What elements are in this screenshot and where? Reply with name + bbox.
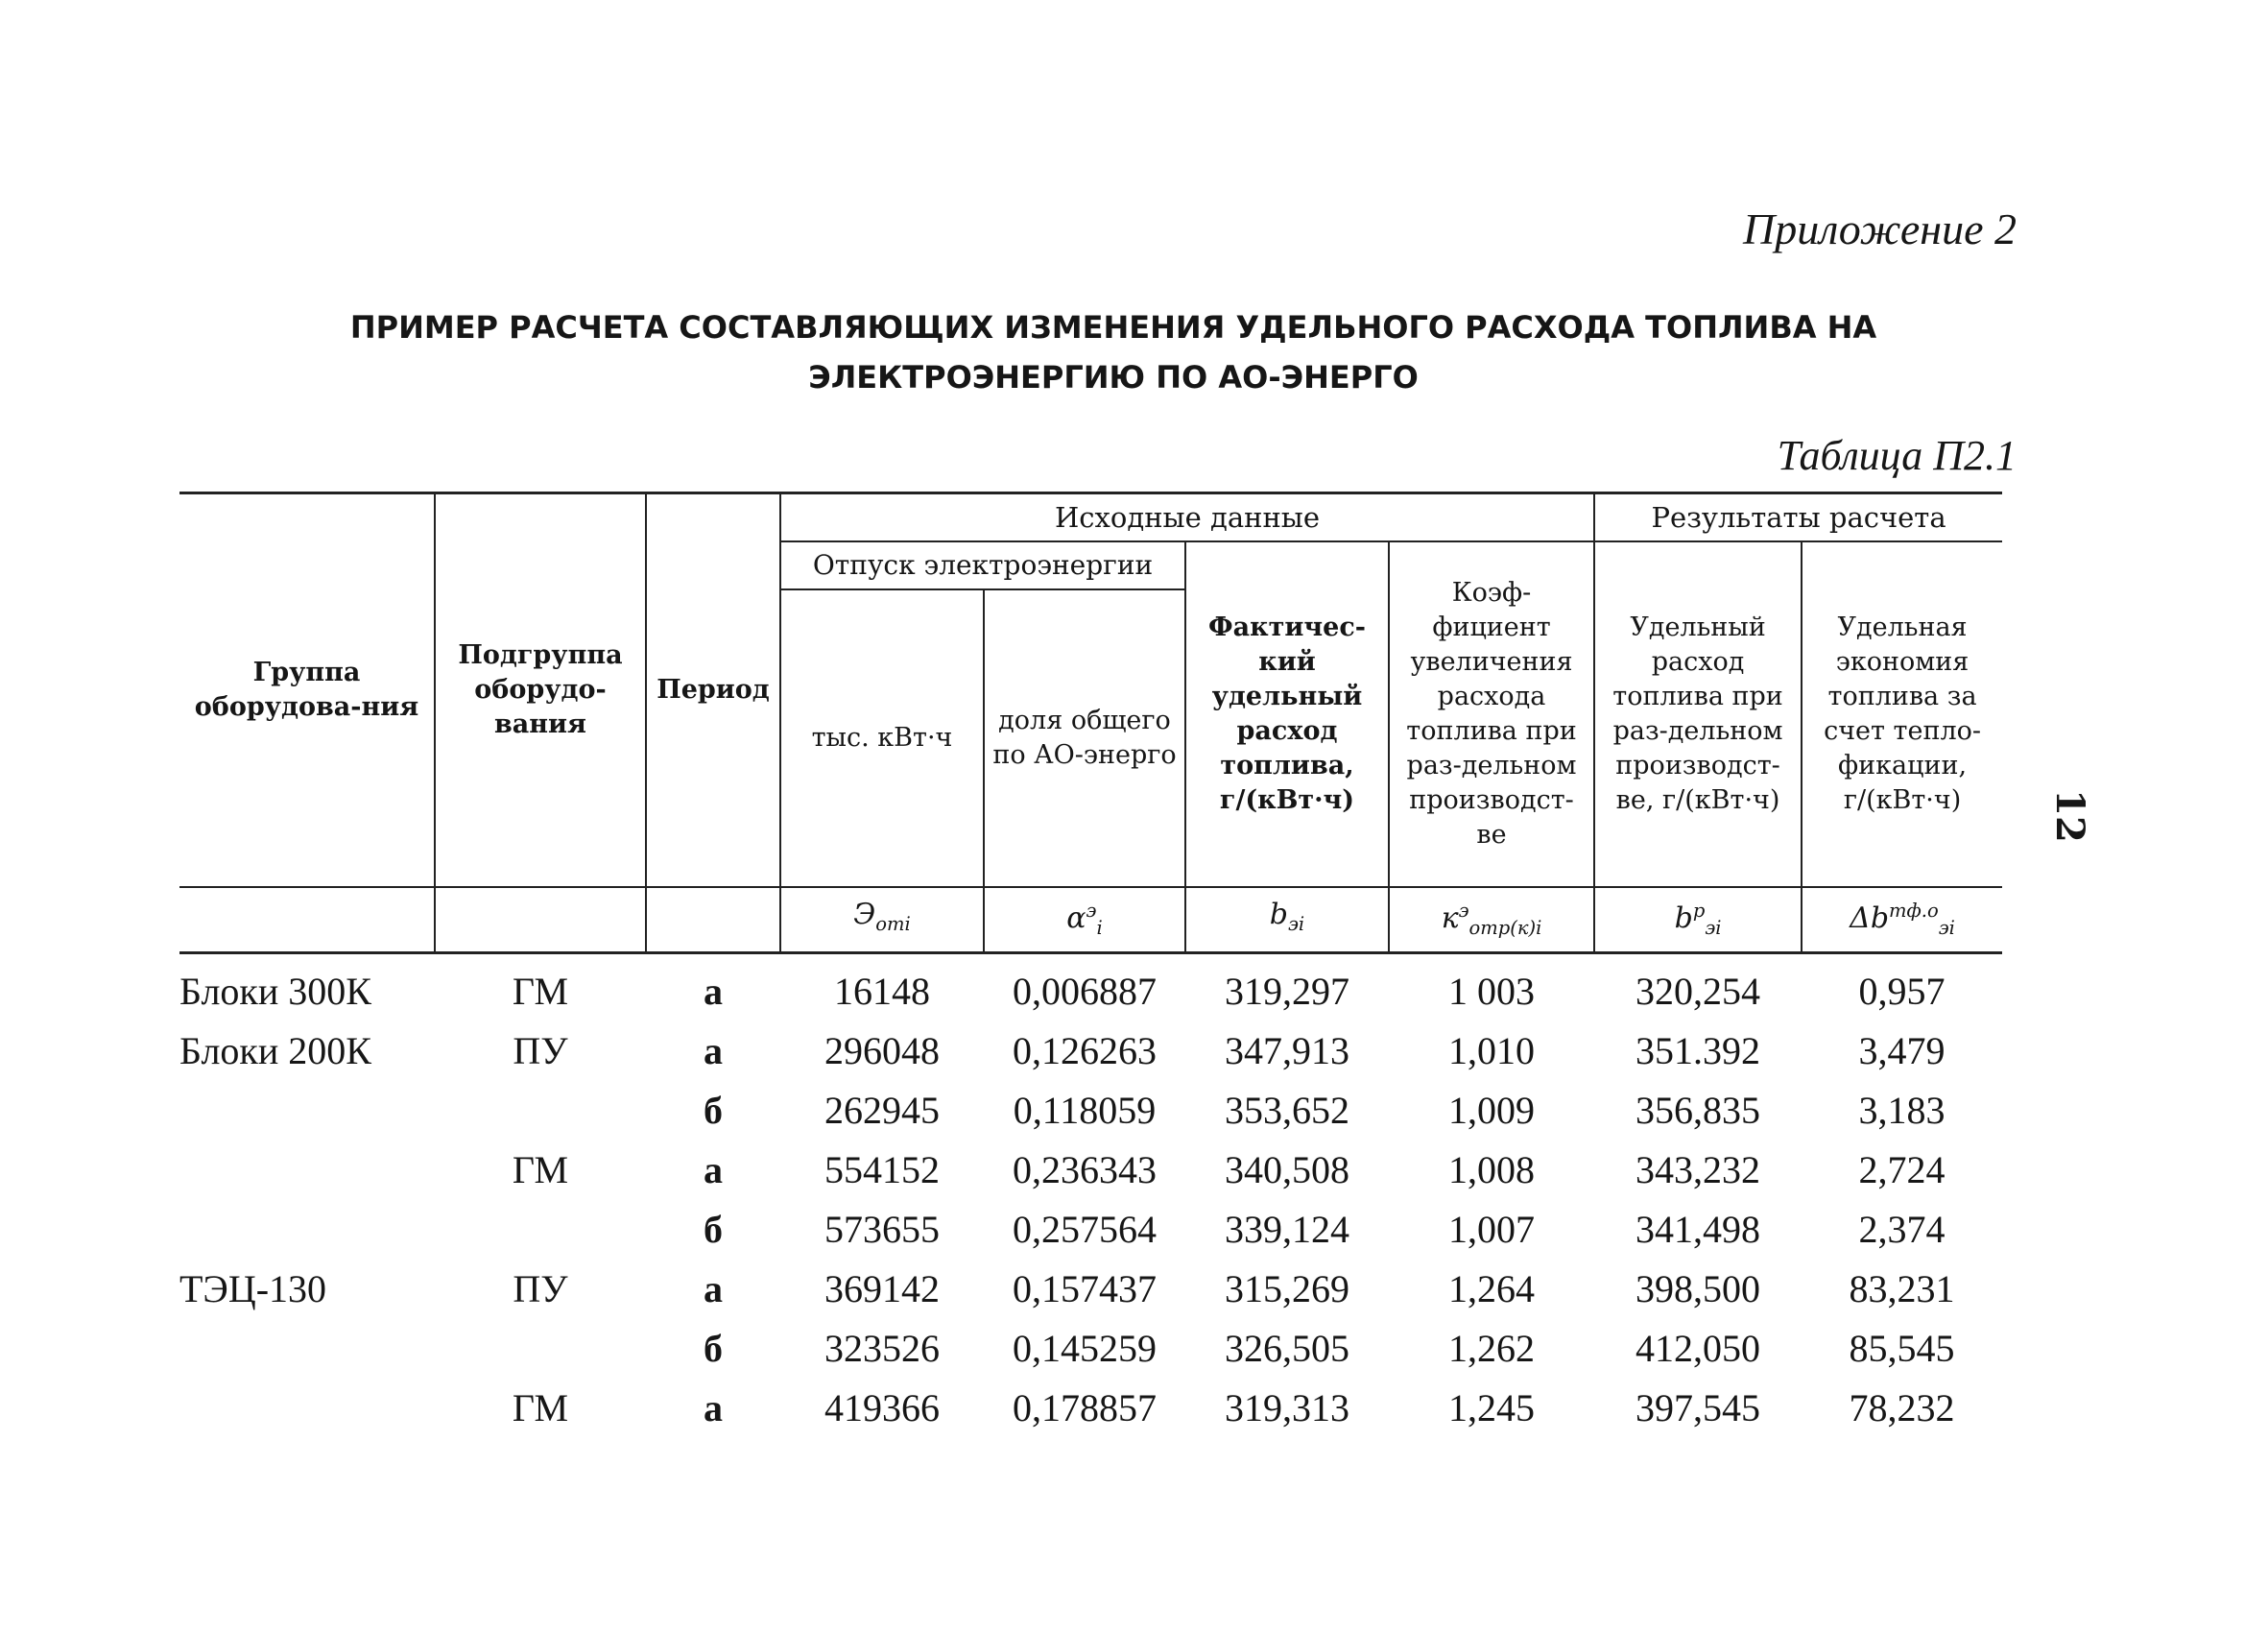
cell-period: а [704, 1029, 723, 1072]
calculation-table [179, 492, 2002, 1438]
cell-subgroup [435, 1319, 646, 1379]
cell-period: б [704, 1208, 723, 1251]
cell-separate-rate: 351.392 [1635, 1029, 1761, 1072]
cell-supply: 323526 [824, 1327, 940, 1370]
cell-actual-rate: 339,124 [1225, 1208, 1349, 1251]
document-title-line-2: ЭЛЕКТРОЭНЕРГИЮ ПО АО-ЭНЕРГО [808, 359, 1419, 396]
cell-actual-rate: 340,508 [1225, 1148, 1349, 1191]
cell-increase-coef: 1,010 [1448, 1029, 1536, 1072]
cell-savings: 83,231 [1849, 1267, 1955, 1310]
appendix-label: Приложение 2 [1742, 204, 2017, 253]
cell-separate-rate: 397,545 [1635, 1386, 1761, 1429]
cell-share: 0,118059 [1013, 1089, 1157, 1132]
cell-actual-rate: 353,652 [1225, 1089, 1349, 1132]
symbol-empty-2 [435, 887, 646, 953]
header-subgroup: Подгруппа оборудо-вания [435, 493, 646, 888]
header-thousand-kwh: тыс. кВт·ч [780, 589, 984, 887]
cell-group: Блоки 300К [179, 970, 371, 1013]
header-source-data: Исходные данные [780, 493, 1594, 542]
symbol-db: $\Delta b^{тф.о}_{эi}$ [1802, 887, 2002, 953]
page-number: 12 [2047, 789, 2092, 843]
document-title-line-1: ПРИМЕР РАСЧЕТА СОСТАВЛЯЮЩИХ ИЗМЕНЕНИЯ УДЕЛЬНОГО РАСХОДА ТОПЛИВА НА [349, 309, 1877, 346]
cell-actual-rate: 315,269 [1225, 1267, 1349, 1310]
cell-subgroup: ГМ [512, 1148, 569, 1191]
cell-separate-rate: 320,254 [1635, 970, 1761, 1013]
header-separate-rate: Удельный расход топлива при раз-дельном производст-ве, г/(кВт·ч) [1594, 541, 1802, 887]
cell-share: 0,157437 [1013, 1267, 1157, 1310]
cell-actual-rate: 347,913 [1225, 1029, 1349, 1072]
cell-share: 0,236343 [1013, 1148, 1157, 1191]
cell-supply: 262945 [824, 1089, 940, 1132]
cell-share: 0,126263 [1013, 1029, 1157, 1072]
cell-savings: 78,232 [1849, 1386, 1955, 1429]
cell-increase-coef: 1,264 [1448, 1267, 1536, 1310]
table-row [179, 1379, 2002, 1438]
cell-savings: 2,724 [1858, 1148, 1946, 1191]
cell-subgroup: ГМ [512, 1386, 569, 1429]
cell-supply: 296048 [824, 1029, 940, 1072]
cell-supply: 369142 [824, 1267, 940, 1310]
cell-actual-rate: 326,505 [1225, 1327, 1349, 1370]
table-row [179, 1081, 2002, 1141]
cell-group [179, 1081, 435, 1141]
cell-supply: 554152 [824, 1148, 940, 1191]
cell-share: 0,257564 [1013, 1208, 1157, 1251]
cell-actual-rate: 319,313 [1225, 1386, 1349, 1429]
cell-separate-rate: 341,498 [1635, 1208, 1761, 1251]
header-increase-coef: Коэф-фициент увеличения расхода топлива при раз-дельном производст-ве [1389, 541, 1594, 887]
cell-subgroup: ПУ [513, 1029, 568, 1072]
cell-increase-coef: 1,245 [1448, 1386, 1536, 1429]
cell-supply: 573655 [824, 1208, 940, 1251]
cell-group [179, 1200, 435, 1260]
symbol-k: $к^э_{отр(к)i}$ [1389, 887, 1594, 953]
cell-period: б [704, 1089, 723, 1132]
cell-group: Блоки 200К [179, 1029, 371, 1072]
table-row [179, 1200, 2002, 1260]
header-period: Период [646, 493, 780, 888]
cell-savings: 0,957 [1858, 970, 1946, 1013]
symbol-empty-3 [646, 887, 780, 953]
header-group: Группа оборудова-ния [179, 493, 435, 888]
cell-increase-coef: 1,262 [1448, 1327, 1536, 1370]
header-share: доля общего по АО-энерго [984, 589, 1185, 887]
cell-subgroup [435, 1081, 646, 1141]
cell-increase-coef: 1,008 [1448, 1148, 1536, 1191]
cell-separate-rate: 343,232 [1635, 1148, 1761, 1191]
cell-group [179, 1379, 435, 1438]
cell-actual-rate: 319,297 [1225, 970, 1349, 1013]
cell-separate-rate: 412,050 [1635, 1327, 1761, 1370]
cell-group: ТЭЦ-130 [179, 1267, 327, 1310]
cell-share: 0,145259 [1013, 1327, 1157, 1370]
symbol-e: $Э_{отi}$ [780, 887, 984, 953]
cell-share: 0,178857 [1013, 1386, 1157, 1429]
symbol-b: $b_{эi}$ [1185, 887, 1389, 953]
table-body [179, 953, 2002, 1439]
cell-increase-coef: 1,007 [1448, 1208, 1536, 1251]
cell-subgroup: ПУ [513, 1267, 568, 1310]
cell-supply: 419366 [824, 1386, 940, 1429]
header-savings: Удельная экономия топлива за счет тепло-фикации, г/(кВт·ч) [1802, 541, 2002, 887]
symbol-bp: $b^р_{эi}$ [1594, 887, 1802, 953]
cell-period: а [704, 1386, 723, 1429]
symbol-empty-1 [179, 887, 435, 953]
table-row [179, 1021, 2002, 1081]
cell-separate-rate: 356,835 [1635, 1089, 1761, 1132]
header-actual-rate: Фактичес-кий удельный расход топлива, г/(кВт·ч) [1185, 541, 1389, 887]
cell-increase-coef: 1 003 [1448, 970, 1536, 1013]
table-row [179, 1260, 2002, 1319]
cell-subgroup: ГМ [512, 970, 569, 1013]
table-row [179, 1319, 2002, 1379]
cell-savings: 3,479 [1858, 1029, 1946, 1072]
table-row [179, 953, 2002, 1022]
cell-subgroup [435, 1200, 646, 1260]
cell-savings: 3,183 [1858, 1089, 1946, 1132]
cell-increase-coef: 1,009 [1448, 1089, 1536, 1132]
table-row [179, 1141, 2002, 1200]
header-results: Результаты расчета [1594, 493, 2002, 542]
header-electricity-supply: Отпуск электроэнергии [780, 541, 1185, 589]
cell-supply: 16148 [834, 970, 930, 1013]
cell-savings: 2,374 [1858, 1208, 1946, 1251]
document-title [182, 302, 2044, 402]
table-label: Таблица П2.1 [1777, 432, 2017, 479]
cell-savings: 85,545 [1849, 1327, 1955, 1370]
cell-group [179, 1141, 435, 1200]
cell-separate-rate: 398,500 [1635, 1267, 1761, 1310]
cell-share: 0,006887 [1013, 970, 1157, 1013]
cell-period: б [704, 1327, 723, 1370]
symbol-alpha: $\alpha^э_i$ [984, 887, 1185, 953]
cell-period: а [704, 1148, 723, 1191]
cell-group [179, 1319, 435, 1379]
cell-period: а [704, 970, 723, 1013]
cell-period: а [704, 1267, 723, 1310]
